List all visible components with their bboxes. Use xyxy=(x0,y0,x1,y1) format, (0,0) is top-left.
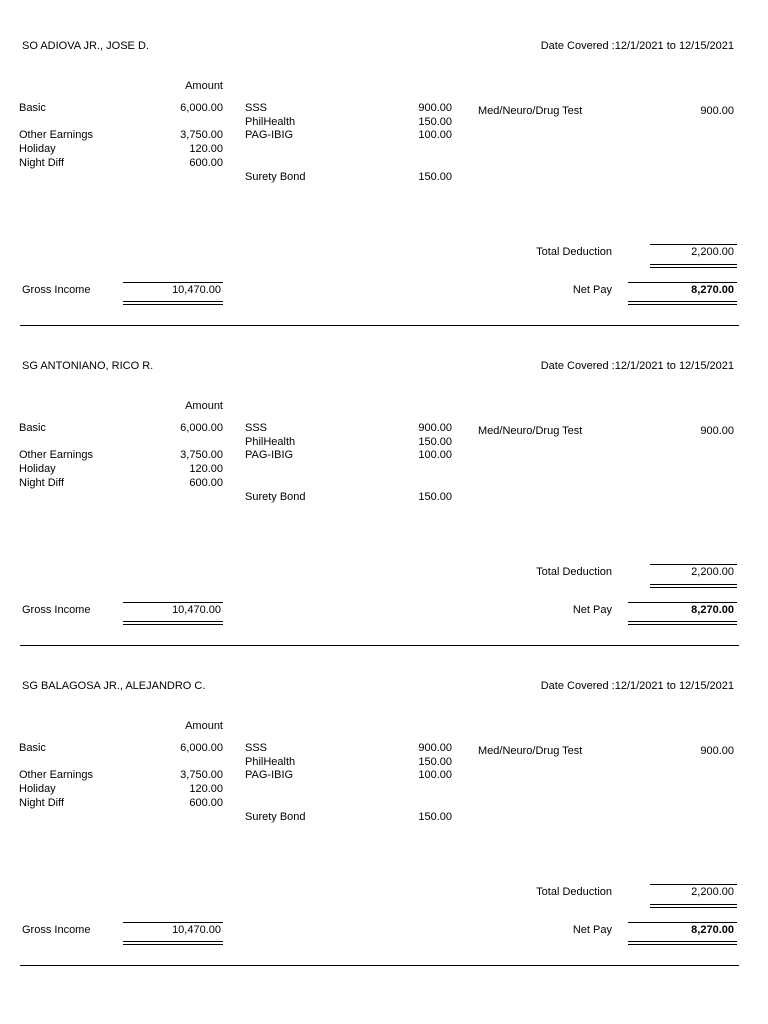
date-covered xyxy=(541,680,734,693)
total-deduction-label: Total Deduction xyxy=(536,246,612,258)
net-pay-double-rule-2 xyxy=(628,624,737,625)
night-diff-label: Night Diff xyxy=(19,797,65,809)
net-pay-top-rule xyxy=(628,282,737,283)
surety-bond-label: Surety Bond xyxy=(245,171,306,183)
gross-income-double-rule-2 xyxy=(123,944,223,945)
total-deduction-double-rule-2 xyxy=(650,907,737,908)
other-earnings-value: 3,750.00 xyxy=(180,769,223,781)
employee-name: SO ADIOVA JR., JOSE D. xyxy=(22,40,149,52)
total-deduction-label: Total Deduction xyxy=(536,566,612,578)
holiday-label: Holiday xyxy=(19,143,56,155)
med-test-value: 900.00 xyxy=(700,745,734,757)
date-covered-label: Date Covered : xyxy=(540,40,615,52)
pagibig-label: PAG-IBIG xyxy=(245,769,294,781)
basic-value: 6,000.00 xyxy=(180,422,223,434)
holiday-label: Holiday xyxy=(19,463,56,475)
net-pay-label: Net Pay xyxy=(572,284,612,296)
surety-bond-value: 150.00 xyxy=(418,811,452,823)
basic-label: Basic xyxy=(19,102,46,114)
gross-income-double-rule-1 xyxy=(123,301,223,302)
med-test-value: 900.00 xyxy=(700,425,734,437)
total-deduction-double-rule-1 xyxy=(650,584,737,585)
gross-income-label: Gross Income xyxy=(22,604,91,616)
other-earnings-value: 3,750.00 xyxy=(180,449,223,461)
payslip xyxy=(0,640,768,960)
net-pay-double-rule-1 xyxy=(628,621,737,622)
night-diff-value: 600.00 xyxy=(189,157,223,169)
net-pay-label: Net Pay xyxy=(572,604,612,616)
gross-income-double-rule-2 xyxy=(123,624,223,625)
sss-label: SSS xyxy=(245,742,268,754)
holiday-value: 120.00 xyxy=(189,143,223,155)
date-covered-value: 12/1/2021 to 12/15/2021 xyxy=(614,680,734,692)
net-pay-value: 8,270.00 xyxy=(691,284,734,296)
holiday-label: Holiday xyxy=(19,783,56,795)
other-earnings-label: Other Earnings xyxy=(19,449,93,461)
gross-income-double-rule-2 xyxy=(123,304,223,305)
gross-income-top-rule xyxy=(123,922,223,923)
sss-label: SSS xyxy=(245,102,268,114)
pagibig-value: 100.00 xyxy=(418,449,452,461)
net-pay-double-rule-2 xyxy=(628,304,737,305)
total-deduction-double-rule-2 xyxy=(650,267,737,268)
basic-value: 6,000.00 xyxy=(180,102,223,114)
total-deduction-top-rule xyxy=(650,884,737,885)
net-pay-double-rule-1 xyxy=(628,941,737,942)
employee-name: SG BALAGOSA JR., ALEJANDRO C. xyxy=(22,680,206,692)
net-pay-top-rule xyxy=(628,602,737,603)
basic-label: Basic xyxy=(19,422,46,434)
holiday-value: 120.00 xyxy=(189,463,223,475)
basic-value: 6,000.00 xyxy=(180,742,223,754)
pagibig-value: 100.00 xyxy=(418,129,452,141)
other-earnings-label: Other Earnings xyxy=(19,129,93,141)
other-earnings-value: 3,750.00 xyxy=(180,129,223,141)
night-diff-value: 600.00 xyxy=(189,477,223,489)
gross-income-value: 10,470.00 xyxy=(172,284,221,296)
total-deduction-double-rule-1 xyxy=(650,904,737,905)
net-pay-double-rule-2 xyxy=(628,944,737,945)
gross-income-top-rule xyxy=(123,282,223,283)
total-deduction-label: Total Deduction xyxy=(536,886,612,898)
total-deduction-top-rule xyxy=(650,564,737,565)
total-deduction-value: 2,200.00 xyxy=(691,246,734,258)
basic-label: Basic xyxy=(19,742,46,754)
pagibig-label: PAG-IBIG xyxy=(245,449,294,461)
gross-income-top-rule xyxy=(123,602,223,603)
pagibig-label: PAG-IBIG xyxy=(245,129,294,141)
amount-header: Amount xyxy=(185,720,223,732)
surety-bond-value: 150.00 xyxy=(418,491,452,503)
date-covered-label: Date Covered : xyxy=(540,680,615,692)
philhealth-label: PhilHealth xyxy=(245,436,296,448)
philhealth-label: PhilHealth xyxy=(245,756,296,768)
date-covered-label: Date Covered : xyxy=(540,360,615,372)
net-pay-double-rule-1 xyxy=(628,301,737,302)
night-diff-label: Night Diff xyxy=(19,157,65,169)
net-pay-value: 8,270.00 xyxy=(691,604,734,616)
gross-income-label: Gross Income xyxy=(22,284,91,296)
total-deduction-double-rule-2 xyxy=(650,587,737,588)
med-test-label: Med/Neuro/Drug Test xyxy=(478,105,583,117)
date-covered xyxy=(541,360,734,373)
sss-value: 900.00 xyxy=(418,422,452,434)
med-test-label: Med/Neuro/Drug Test xyxy=(478,425,583,437)
philhealth-value: 150.00 xyxy=(418,436,452,448)
night-diff-value: 600.00 xyxy=(189,797,223,809)
employee-name: SG ANTONIANO, RICO R. xyxy=(22,360,154,372)
net-pay-value: 8,270.00 xyxy=(691,924,734,936)
sss-value: 900.00 xyxy=(418,742,452,754)
total-deduction-value: 2,200.00 xyxy=(691,566,734,578)
payslip xyxy=(0,320,768,640)
philhealth-value: 150.00 xyxy=(418,116,452,128)
gross-income-value: 10,470.00 xyxy=(172,924,221,936)
holiday-value: 120.00 xyxy=(189,783,223,795)
philhealth-value: 150.00 xyxy=(418,756,452,768)
amount-header: Amount xyxy=(185,400,223,412)
total-deduction-value: 2,200.00 xyxy=(691,886,734,898)
other-earnings-label: Other Earnings xyxy=(19,769,93,781)
net-pay-top-rule xyxy=(628,922,737,923)
surety-bond-label: Surety Bond xyxy=(245,811,306,823)
payslip xyxy=(0,0,768,320)
sss-label: SSS xyxy=(245,422,268,434)
gross-income-label: Gross Income xyxy=(22,924,91,936)
philhealth-label: PhilHealth xyxy=(245,116,296,128)
total-deduction-top-rule xyxy=(650,244,737,245)
date-covered xyxy=(541,40,734,53)
med-test-label: Med/Neuro/Drug Test xyxy=(478,745,583,757)
amount-header: Amount xyxy=(185,80,223,92)
gross-income-double-rule-1 xyxy=(123,941,223,942)
slip-separator xyxy=(20,965,739,966)
gross-income-value: 10,470.00 xyxy=(172,604,221,616)
surety-bond-value: 150.00 xyxy=(418,171,452,183)
med-test-value: 900.00 xyxy=(700,105,734,117)
net-pay-label: Net Pay xyxy=(572,924,612,936)
night-diff-label: Night Diff xyxy=(19,477,65,489)
date-covered-value: 12/1/2021 to 12/15/2021 xyxy=(614,40,734,52)
surety-bond-label: Surety Bond xyxy=(245,491,306,503)
pagibig-value: 100.00 xyxy=(418,769,452,781)
total-deduction-double-rule-1 xyxy=(650,264,737,265)
sss-value: 900.00 xyxy=(418,102,452,114)
gross-income-double-rule-1 xyxy=(123,621,223,622)
date-covered-value: 12/1/2021 to 12/15/2021 xyxy=(614,360,734,372)
